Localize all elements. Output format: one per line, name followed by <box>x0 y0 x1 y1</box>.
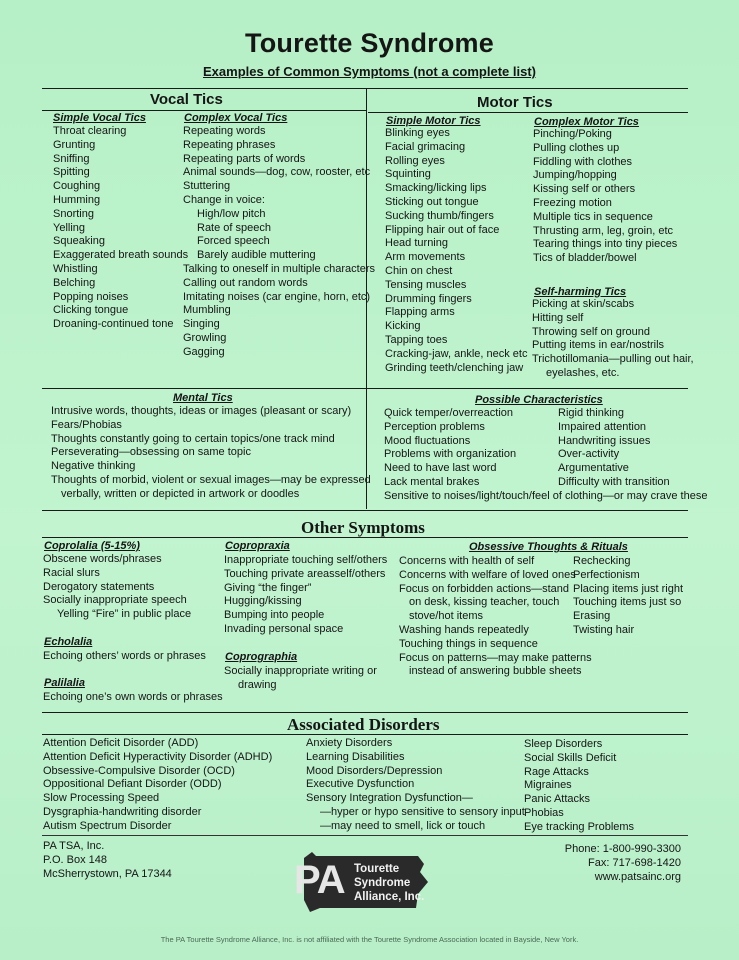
list-item: Negative thinking <box>51 460 136 473</box>
list-item: Stuttering <box>183 180 231 193</box>
list-item: Hugging/kissing <box>224 595 302 608</box>
list-item: Repeating parts of words <box>183 152 306 165</box>
list-item: Eye tracking Problems <box>524 820 635 833</box>
associated-disorders-heading: Associated Disorders <box>287 715 440 734</box>
list-item: Grunting <box>53 138 96 151</box>
list-item: Rolling eyes <box>385 154 445 167</box>
list-item: Drumming fingers <box>385 292 472 305</box>
list-item: Pinching/Poking <box>533 128 612 140</box>
associated-top-rule <box>42 712 688 713</box>
coprographia-list <box>224 665 377 693</box>
list-item: Tensing muscles <box>385 278 467 291</box>
list-item: Hitting self <box>532 311 584 324</box>
list-item: Rechecking <box>573 555 631 567</box>
page-title: Tourette Syndrome <box>245 28 494 58</box>
list-item: Panic Attacks <box>524 793 591 806</box>
list-item: Rage Attacks <box>524 765 589 778</box>
self-harming-tics-list <box>532 298 694 381</box>
list-item: Kicking <box>385 320 421 333</box>
list-item: Learning Disabilities <box>306 750 405 763</box>
list-item: Oppositional Defiant Disorder (ODD) <box>43 778 222 791</box>
list-item: Erasing <box>573 610 611 623</box>
simple-motor-tics-heading: Simple Motor Tics <box>386 115 481 127</box>
pa-tsa-logo <box>290 842 440 926</box>
obsessive-heading: Obsessive Thoughts & Rituals <box>469 541 628 553</box>
logo-line-2: Syndrome <box>354 877 411 889</box>
list-item: Jumping/hopping <box>533 169 617 182</box>
mental-tics-list <box>51 405 371 502</box>
list-item: Coughing <box>53 180 101 193</box>
list-item: Lack mental brakes <box>384 475 480 488</box>
tics-top-rule <box>42 88 688 89</box>
palilalia-heading: Palilalia <box>44 677 85 689</box>
complex-vocal-tics-list <box>183 125 375 360</box>
list-item: Phobias <box>524 806 564 819</box>
list-item: Popping noises <box>53 290 129 303</box>
fax-number: Fax: 717-698-1420 <box>588 857 681 869</box>
motor-header-rule <box>368 112 688 113</box>
org-name: PA TSA, Inc. <box>43 840 105 852</box>
simple-vocal-tics-heading: Simple Vocal Tics <box>53 112 146 124</box>
list-item: drawing <box>238 678 277 691</box>
list-item: Inappropriate touching self/others <box>224 554 388 566</box>
list-item: Exaggerated breath sounds <box>53 249 189 262</box>
list-item: Touching things in sequence <box>399 637 538 650</box>
list-item: Yelling “Fire” in public place <box>57 608 192 621</box>
list-item: Mumbling <box>183 304 231 317</box>
list-item: Repeating words <box>183 125 266 137</box>
list-item: Autism Spectrum Disorder <box>43 819 172 832</box>
list-item: Calling out random words <box>183 276 308 289</box>
list-item: —may need to smell, lick or touch <box>320 819 486 832</box>
echolalia-heading: Echolalia <box>44 636 93 648</box>
list-item: Touching items just so <box>573 596 682 609</box>
list-item: Fiddling with clothes <box>533 155 633 168</box>
list-item: Trichotillomania—pulling out hair, <box>532 353 694 366</box>
list-item: Tapping toes <box>385 333 448 346</box>
list-item: Flapping arms <box>385 306 455 319</box>
list-item: Cracking-jaw, ankle, neck etc <box>385 347 528 360</box>
city-address: McSherrystown, PA 17344 <box>43 868 172 880</box>
list-item: Throwing self on ground <box>532 325 651 338</box>
list-item: Whistling <box>53 262 98 275</box>
associated-col2-list <box>306 737 525 834</box>
list-item: Giving “the finger” <box>224 581 312 594</box>
vocal-tics-heading: Vocal Tics <box>150 91 223 108</box>
list-item: Forced speech <box>197 235 270 248</box>
phone-number: Phone: 1-800-990-3300 <box>564 843 681 855</box>
list-item: Repeating phrases <box>183 138 276 151</box>
list-item: on desk, kissing teacher, touch <box>409 596 560 609</box>
other-symptoms-heading: Other Symptoms <box>301 518 425 537</box>
list-item: Grinding teeth/clenching jaw <box>385 361 524 374</box>
list-item: eyelashes, etc. <box>546 366 620 379</box>
coprographia-heading: Coprographia <box>225 651 298 663</box>
list-item: Obsessive-Compulsive Disorder (OCD) <box>43 764 235 777</box>
self-harming-tics-heading: Self-harming Tics <box>534 286 627 298</box>
list-item: Yelling <box>53 221 86 234</box>
list-item: Social Skills Deficit <box>524 751 617 764</box>
list-item: Kissing self or others <box>533 183 636 196</box>
associated-col3-list <box>524 738 634 835</box>
complex-motor-tics-heading: Complex Motor Tics <box>534 116 639 128</box>
logo-text <box>354 862 424 904</box>
list-item: Dysgraphia-handwriting disorder <box>43 805 202 818</box>
list-item: Snorting <box>53 207 94 220</box>
list-item: Tics of bladder/bowel <box>533 252 637 265</box>
palilalia-list <box>43 691 223 705</box>
copropraxia-list <box>224 554 387 637</box>
characteristics-footer: Sensitive to noises/light/touch/feel of clothing—or may crave these <box>384 490 708 502</box>
list-item: Socially inappropriate writing or <box>224 665 377 677</box>
list-item: Clicking tongue <box>53 304 129 317</box>
coprolalia-list <box>43 553 191 622</box>
list-item: Spitting <box>53 166 90 179</box>
list-item: Concerns with health of self <box>399 555 535 567</box>
list-item: Perfectionism <box>573 568 640 581</box>
list-item: Picking at skin/scabs <box>532 298 635 310</box>
mental-tics-heading: Mental Tics <box>173 392 233 404</box>
list-item: Growling <box>183 331 227 344</box>
complex-vocal-tics-heading: Complex Vocal Tics <box>184 112 288 124</box>
disclaimer: The PA Tourette Syndrome Alliance, Inc. is not affiliated with the Tourette Syndrome Association located in Bayside, New York. <box>160 935 579 944</box>
po-box: P.O. Box 148 <box>43 854 108 866</box>
list-item: Slow Processing Speed <box>43 792 160 805</box>
list-item: Anxiety Disorders <box>306 737 393 749</box>
list-item: Obscene words/phrases <box>43 553 162 565</box>
page-subtitle: Examples of Common Symptoms (not a complete list) <box>203 64 536 79</box>
motor-tics-heading: Motor Tics <box>477 94 553 111</box>
echolalia-list <box>43 650 206 664</box>
vocal-header-rule <box>42 110 366 111</box>
list-item: Focus on forbidden actions—stand <box>399 582 569 595</box>
associated-rule <box>42 734 688 735</box>
list-item: Gagging <box>183 345 225 358</box>
list-item: Throat clearing <box>53 125 127 137</box>
possible-characteristics-heading: Possible Characteristics <box>475 394 603 406</box>
list-item: Thrusting arm, leg, groin, etc <box>533 224 674 237</box>
logo-letters: PA <box>294 858 345 902</box>
list-item: Freezing motion <box>533 196 612 209</box>
list-item: Handwriting issues <box>558 434 651 447</box>
list-item: Placing items just right <box>573 582 684 595</box>
list-item: Need to have last word <box>384 462 497 475</box>
list-item: Sleep Disorders <box>524 738 603 750</box>
list-item: Thoughts of morbid, violent or sexual images—may be expressed <box>51 473 371 486</box>
list-item: Racial slurs <box>43 566 100 579</box>
list-item: Touching private areasself/others <box>224 567 386 580</box>
list-item: Squeaking <box>53 235 105 248</box>
list-item: Intrusive words, thoughts, ideas or images (pleasant or scary) <box>51 405 352 417</box>
list-item: Sniffing <box>53 152 90 165</box>
list-item: Perseverating—obsessing on same topic <box>51 446 251 459</box>
list-item: Echoing others’ words or phrases <box>43 650 206 662</box>
list-item: Quick temper/overreaction <box>384 407 513 419</box>
list-item: stove/hot items <box>409 610 483 623</box>
list-item: Droaning-continued tone <box>53 318 174 331</box>
list-item: Mood Disorders/Depression <box>306 764 443 777</box>
list-item: Washing hands repeatedly <box>399 623 529 636</box>
list-item: Impaired attention <box>558 420 647 433</box>
list-item: Rate of speech <box>197 221 271 234</box>
list-item: Sticking out tongue <box>385 195 479 208</box>
list-item: Difficulty with transition <box>558 475 670 488</box>
list-item: Squinting <box>385 168 431 181</box>
list-item: Invading personal space <box>224 622 344 635</box>
list-item: Perception problems <box>384 420 485 433</box>
obsessive-right-list <box>573 555 683 638</box>
list-item: Focus on patterns—may make patterns <box>399 651 592 664</box>
list-item: Blinking eyes <box>385 127 450 139</box>
list-item: Migraines <box>524 779 572 792</box>
list-item: Belching <box>53 276 96 289</box>
list-item: —hyper or hypo sensitive to sensory input <box>320 805 525 818</box>
list-item: Putting items in ear/nostrils <box>532 339 665 352</box>
list-item: Derogatory statements <box>43 580 155 593</box>
list-item: Argumentative <box>558 462 629 475</box>
list-item: Arm movements <box>385 251 466 264</box>
list-item: Barely audible muttering <box>197 249 316 262</box>
copropraxia-heading: Copropraxia <box>225 540 290 552</box>
associated-col1-list <box>43 737 272 834</box>
website-link[interactable]: www.patsainc.org <box>594 871 681 883</box>
list-item: Humming <box>53 193 101 206</box>
list-item: Multiple tics in sequence <box>533 210 653 223</box>
other-symptoms-rule <box>42 537 688 538</box>
obsessive-left-list <box>399 555 592 679</box>
list-item: Chin on chest <box>385 264 453 277</box>
list-item: Socially inappropriate speech <box>43 594 187 607</box>
list-item: Pulling clothes up <box>533 141 620 154</box>
list-item: Twisting hair <box>573 623 635 636</box>
list-item: Singing <box>183 318 220 331</box>
characteristics-right-list <box>558 407 670 490</box>
list-item: Flipping hair out of face <box>385 223 500 236</box>
list-item: Fears/Phobias <box>51 418 122 431</box>
list-item: Rigid thinking <box>558 407 625 419</box>
list-item: verbally, written or depicted in artwork or doodles <box>61 487 300 500</box>
list-item: Change in voice: <box>183 193 265 206</box>
list-item: instead of answering bubble sheets <box>409 665 582 678</box>
tics-bottom-rule <box>42 510 688 511</box>
list-item: Sensory Integration Dysfunction— <box>306 792 473 805</box>
list-item: Bumping into people <box>224 609 325 622</box>
list-item: Thoughts constantly going to certain topics/one track mind <box>51 432 335 445</box>
tics-middle-rule <box>42 388 688 389</box>
list-item: Smacking/licking lips <box>385 182 487 195</box>
list-item: Animal sounds—dog, cow, rooster, etc <box>183 166 371 179</box>
associated-bottom-rule <box>42 835 688 836</box>
list-item: Over-activity <box>558 448 620 461</box>
list-item: Problems with organization <box>384 448 517 461</box>
list-item: High/low pitch <box>197 207 266 220</box>
complex-motor-tics-list <box>533 128 677 266</box>
list-item: Talking to oneself in multiple characters <box>183 262 375 275</box>
list-item: Facial grimacing <box>385 140 466 153</box>
list-item: Head turning <box>385 237 448 250</box>
coprolalia-heading: Coprolalia (5-15%) <box>44 540 140 552</box>
simple-vocal-tics-list <box>53 125 188 332</box>
list-item: Tearing things into tiny pieces <box>533 238 678 251</box>
characteristics-left-list <box>384 407 516 490</box>
list-item: Attention Deficit Hyperactivity Disorder (ADHD) <box>43 750 273 763</box>
list-item: Attention Deficit Disorder (ADD) <box>43 737 199 749</box>
logo-line-1: Tourette <box>354 863 400 875</box>
logo-line-3: Alliance, Inc. <box>354 891 425 903</box>
list-item: Concerns with welfare of loved ones <box>399 568 576 581</box>
list-item: Echoing one’s own words or phrases <box>43 691 223 703</box>
list-item: Imitating noises (car engine, horn, etc) <box>183 290 371 303</box>
list-item: Executive Dysfunction <box>306 778 415 791</box>
simple-motor-tics-list <box>385 127 527 375</box>
list-item: Mood fluctuations <box>384 434 471 447</box>
list-item: Sucking thumb/fingers <box>385 209 494 222</box>
